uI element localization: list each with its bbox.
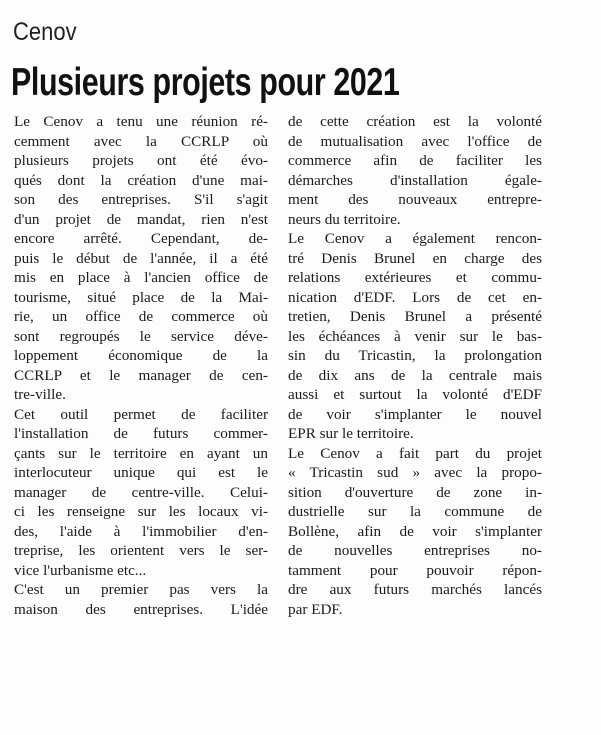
text-line: de nouvelles entreprises no- [288, 542, 542, 559]
text-line: tré Denis Brunel en charge des [288, 249, 542, 267]
text-line: « Tricastin sud » avec la propo- [288, 464, 542, 481]
text-line: çants sur le territoire en ayant un [14, 444, 268, 462]
text-line: plusieurs projets ont été évo- [14, 152, 268, 169]
text-line: manager de centre-ville. Celui- [14, 483, 268, 501]
text-line: mis en place à l'ancien office de [14, 269, 268, 286]
text-line: dre aux futurs marchés lancés [288, 581, 542, 598]
text-line: d'un projet de mandat, rien n'est [14, 210, 268, 228]
text-line: ment des nouveaux entrepre- [288, 191, 542, 208]
article-kicker: Cenov [13, 18, 77, 46]
text-line: Le Cenov a tenu une réunion ré- [14, 113, 268, 130]
text-line: Le Cenov a fait part du projet [288, 444, 542, 462]
text-line: ci les renseigne sur les locaux vi- [14, 503, 268, 520]
text-line: relations extérieures et commu- [288, 269, 542, 286]
text-line: neurs du territoire. [288, 210, 401, 228]
text-line: Le Cenov a également rencon- [288, 230, 542, 247]
text-line: interlocuteur unique qui est le [14, 464, 268, 481]
article-column-2 [288, 112, 542, 619]
text-line: commerce afin de faciliter les [288, 152, 542, 169]
text-line: EPR sur le territoire. [288, 425, 414, 442]
text-line: son des entreprises. S'il s'agit [14, 191, 268, 208]
text-line: les échéances à venir sur le bas- [288, 327, 542, 345]
text-line: encore arrêté. Cependant, de- [14, 230, 268, 247]
article-headline: Plusieurs projets pour 2021 [11, 61, 400, 104]
text-line: tamment pour pouvoir répon- [288, 561, 542, 579]
text-line: aussi et surtout la volonté d'EDF [288, 386, 542, 403]
text-line: rie, un office de commerce où [14, 308, 268, 325]
text-line: dustrielle sur la commune de [288, 503, 542, 520]
text-line: par EDF. [288, 600, 343, 618]
text-line: vice l'urbanisme etc... [14, 561, 147, 579]
text-line: de voir s'implanter le nouvel [288, 405, 542, 423]
text-line: C'est un premier pas vers la [14, 581, 268, 598]
text-line: maison des entreprises. L'idée [14, 600, 268, 618]
text-line: sition d'ouverture de zone in- [288, 483, 542, 501]
text-line: sin du Tricastin, la prolongation [288, 347, 542, 364]
text-line: de cette création est la volonté [288, 113, 542, 130]
text-line: sont regroupés le service déve- [14, 327, 268, 345]
text-line: démarches d'installation égale- [288, 171, 542, 189]
text-line: Cet outil permet de faciliter [14, 405, 268, 423]
text-line: puis le début de l'année, il a été [14, 249, 268, 267]
text-line: tre-ville. [14, 386, 66, 403]
text-line: qués dont la création d'une mai- [14, 171, 268, 189]
text-line: Bollène, afin de voir s'implanter [288, 522, 542, 540]
text-line: CCRLP et le manager de cen- [14, 366, 268, 384]
text-line: treprise, les orientent vers le ser- [14, 542, 268, 559]
text-line: l'installation de futurs commer- [14, 425, 268, 442]
text-line: de dix ans de la centrale mais [288, 366, 542, 384]
text-line: de mutualisation avec l'office de [288, 132, 542, 150]
text-line: des, l'aide à l'immobilier d'en- [14, 522, 268, 540]
article-column-1 [14, 112, 268, 619]
text-line: loppement économique de la [14, 347, 268, 364]
text-line: nication d'EDF. Lors de cet en- [288, 288, 542, 306]
text-line: tourisme, situé place de la Mai- [14, 288, 268, 306]
text-line: cemment avec la CCRLP où [14, 132, 268, 150]
text-line: tretien, Denis Brunel a présenté [288, 308, 542, 325]
